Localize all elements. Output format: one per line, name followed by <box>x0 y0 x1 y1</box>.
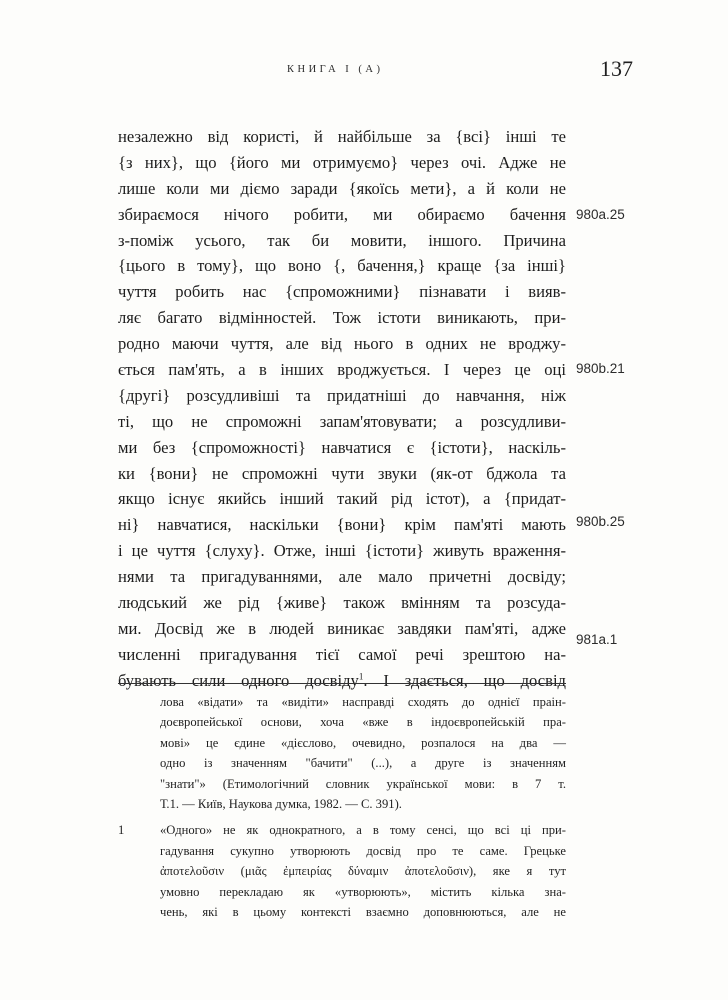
text-line: родно маючи чуття, але від нього в одних не вроджу- <box>118 334 566 354</box>
footnote-line: одно із значенням "бачити" (...), а друге із значенням <box>160 756 566 771</box>
text-line: ті, що не спроможні запам'ятовувати; а розсудливи- <box>118 411 566 431</box>
footnote-line: «Одного» не як однократного, а в тому сенсі, що всі ці при- <box>160 823 566 838</box>
margin-reference: 980b.21 <box>576 361 625 376</box>
text-line: збираємося нічого робити, ми обираємо бачення <box>118 204 566 224</box>
footnote-line: чень, які в цьому контексті взаємно доповнюються, але не <box>160 904 566 919</box>
margin-reference: 981a.1 <box>576 632 618 647</box>
text-line-tail: . І здається, що досвід <box>363 670 566 690</box>
text-line: людський же рід {живе} також вмінням та розсуда- <box>118 593 566 613</box>
margin-reference: 980a.25 <box>576 207 625 222</box>
text-line: {з них}, що {його ми отримуємо} через очі. Адже не <box>118 152 566 172</box>
text-line: якщо існує якийсь інший такий рід істот), а {придат- <box>118 489 566 509</box>
footnote-line: лова «відати» та «видіти» насправді сходять до однієї праін- <box>160 695 566 709</box>
margin-reference: 980b.25 <box>576 514 625 529</box>
footnote-line: умовно перекладаю як «утворюють», містить кілька зна- <box>160 884 566 899</box>
footnote-line: ἀποτελοῦσιν (μιᾶς ἐμπειρίας δύναμιν ἀποτελοῦσιν), яке я тут <box>160 864 566 879</box>
text-line: численні пригадування тієї самої речі зрештою на- <box>118 644 566 664</box>
footnote-line: "знати"» (Етимологічний словник української мови: в 7 т. <box>160 776 566 791</box>
text-line: {цього в тому}, що воно {, бачення,} краще {за інші} <box>118 256 566 276</box>
main-text <box>118 124 566 694</box>
text-line-last <box>118 668 566 694</box>
footnote-marker: 1 <box>118 823 125 838</box>
text-line: ми без {спроможності} навчатися є {істоти}, наскіль- <box>118 437 566 457</box>
text-line: {другі} розсудливіші та придатніші до навчання, ніж <box>118 385 566 405</box>
footnotes <box>118 692 566 922</box>
footnote-1 <box>118 820 566 922</box>
footnote-continuation <box>160 692 566 814</box>
footnote-ref[interactable]: 1 <box>358 671 364 682</box>
footnote-line: мові» це єдине «дієслово, очевидно, розпалося на два — <box>160 735 566 750</box>
running-head: КНИГА І (А) <box>287 64 384 75</box>
footnote-line: Т.1. — Київ, Наукова думка, 1982. — С. 391). <box>160 796 402 811</box>
footnote-line: гадування сукупно утворюють досвід про те саме. Грецьке <box>160 843 566 858</box>
text-line: ні} навчатися, наскільки {вони} крім пам'яті мають <box>118 515 566 535</box>
text-line: з-поміж усього, так би мовити, іншого. Причина <box>118 230 566 250</box>
page-number: 137 <box>600 56 633 81</box>
text-line: незалежно від користі, й найбільше за {всі} інші те <box>118 127 566 146</box>
text-line: лише коли ми діємо заради {якоїсь мети}, а й коли не <box>118 178 566 198</box>
footnote-separator <box>118 683 566 684</box>
footnote-line: доєвропейської основи, хоча «вже в індоєвропейській пра- <box>160 715 566 730</box>
text-line: ки {вони} не спроможні чути звуки (як-от бджола та <box>118 463 566 483</box>
text-line: чуття робить нас {спроможними} пізнавати і вияв- <box>118 282 566 302</box>
text-line: ми. Досвід же в людей виникає завдяки пам'яті, адже <box>118 618 566 638</box>
text-line: ляє багато відмінностей. Тож істоти виникають, при- <box>118 308 566 328</box>
text-line: ється пам'ять, а в інших вроджується. І через це оці <box>118 360 566 380</box>
text-line-head: бувають сили одного досвіду <box>118 670 359 690</box>
text-line: нями та пригадуваннями, але мало причетні досвіду; <box>118 567 566 587</box>
text-line: і це чуття {слуху}. Отже, інші {істоти} живуть враження- <box>118 541 566 561</box>
